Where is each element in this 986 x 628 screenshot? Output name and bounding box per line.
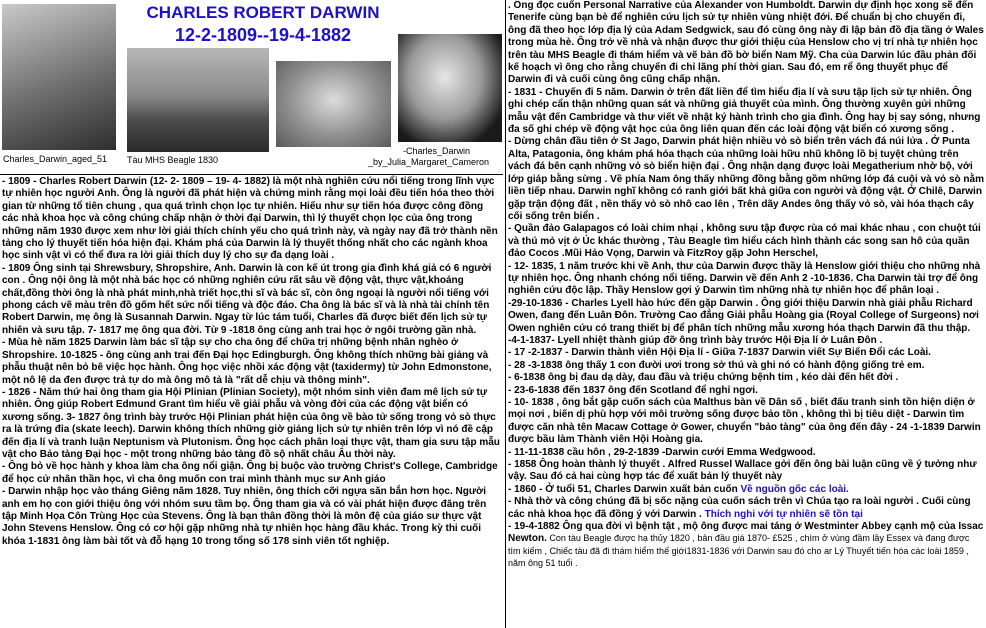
paragraph: - 1809 Ông sinh tại Shrewsbury, Shropshire, Anh. Darwin là con kế út trong gia đình khá giả có 6 người con . Ông nội ông là một nhà bác học có những nghiên cứu rất sâu về động vật, thực vật,khoáng chất,đồng thời ông là nhà phát minh,nhà triết học,thi sĩ và bác sĩ, còn ông ngoại là người nổi tiếng với phong cách vẽ màu trên đồ gốm hết sức nổi tiếng và độc đáo. Cha ông là bác sĩ và là nhà tài chính tên Robert Darwin, mẹ ông là Susannah Darwin. Ngay từ lúc tám tuổi, Charles đã được biết đến lịch sử tự nhiên và sưu tập. 7- 1817 mẹ ông qua đời. Từ 9 -1818 ông cùng anh trai học ở ngôi trường gần nhà. bbox=[2, 262, 492, 336]
paragraph: - 19-4-1882 Ông qua đời vì bệnh tật , mộ ông được mai táng ở Westminter Abbey cạnh mộ của Issac Newton. Con tàu Beagle được hạ thủy 1820 , bản đầu giá 1870- £525 , chìm ở vùng đầm lầy Essex và đang được tìm kiếm , Chiếc tàu đã đi thám hiểm thế giới1831-1836 với Darwin sau đó cho ar Lý Thuyết tiến hóa các loài 1859 , năm ông 51 tuổi . bbox=[508, 521, 984, 569]
paragraph: - 12- 1835, 1 năm trước khi về Anh, thư của Darwin được thầy là Henslow giới thiệu cho những nhà tự nhiên học. Ông nhanh chóng nổi tiếng. Darwin về đến Anh 2 -10-1836. Cha Darwin tài trợ để ông nghiên cứu độc lập. Thầy Henslow gợi ý Darwin tìm những nhà tự nhiên học để phân loại . bbox=[508, 260, 981, 297]
paragraph: - 11-11-1838 cầu hôn , 29-2-1839 -Darwin cưới Emma Wedgwood. bbox=[508, 446, 816, 458]
paragraph: -4-1-1837- Lyell nhiệt thành giúp đỡ ông trình bày trước Hội Địa lí ở Luân Đôn . bbox=[508, 334, 883, 346]
title-name: CHARLES ROBERT DARWIN bbox=[146, 3, 380, 22]
paragraph: - 1826 - Năm thứ hai ông tham gia Hội Plinian (Plinian Society), một nhóm sinh viên đam mê lịch sử tự nhiên. Ông giúp Robert Edmund Grant tìm hiểu về giải phẫu và vòng đời của các động vật biển có xương sống. 3- 1827 ông trình bày trước Hội Plinian phát hiện của ông về bào tử sống trong vỏ sò thực ra là trứng đỉa (skate leech). Darwin không thích những giờ giảng lịch sử tự nhiên trên lớp vì nó đề cập đến địa lí và tranh luận Neptunism và Plutonism. Ông học cách phân loại thực vật, tham gia sưu tập mẫu vật cho Bảo tàng Đại học - một trong những bảo tàng đồ sộ nhất châu Âu thời này. bbox=[2, 386, 500, 460]
highlight-text: Thích nghi với tự nhiên sẽ tồn tại bbox=[704, 508, 863, 520]
darwin-portrait-photo bbox=[276, 61, 391, 147]
paragraph: - Quần đảo Galapagos có loài chim nhại , không sưu tập được rùa có mai khác nhau , con chuột túi và thú mỏ vịt ở Úc khác thường , Tàu Beagle tìm hiểu cách hình thành các song san hô của quần đảo Cocos .Mũi Hảo Vọng, Darwin và FitzRoy gặp John Herschel, bbox=[508, 223, 981, 260]
paragraph: - 10- 1838 , ông bắt gặp cuốn sách của Malthus bàn về Dân số , biết đấu tranh sinh tồn hiện diện ở mọi nơi , biến dị phù hợp với môi trường sống được bảo tồn , không thì bị tiêu diệt - Darwin tìm được căn nhà tên Macaw Cottage ở Gower, chuyển "bảo tàng" của ông đến đây - 24 -1-1839 Darwin được bầu làm Thành viên Hội Hoàng gia. bbox=[508, 397, 981, 446]
title-dates: 12-2-1809--19-4-1882 bbox=[174, 25, 352, 45]
book-title-highlight: Về nguồn gốc các loài. bbox=[740, 483, 849, 495]
paragraph: - 28 -3-1838 ông thấy 1 con đười ươi trong sở thú và ghi nó có hành động giống trẻ em. bbox=[508, 359, 925, 371]
darwin-cameron-photo bbox=[398, 34, 502, 142]
photo-caption: Tàu MHS Beagle 1830 bbox=[127, 155, 219, 165]
paragraph: - 1809 - Charles Robert Darwin (12- 2- 1809 – 19- 4- 1882) là một nhà nghiên cứu nổi tiếng trong lĩnh vực tự nhiên học người Anh. Ông là người đã phát hiện và chứng minh rằng mọi loài đều tiến hóa theo thời gian từ những tổ tiên chung , qua quá trình chọn lọc tự nhiên. Hiếu như sự tiến hóa được công đồng các nhà khoa học và công chúng chấp nhận ở thời đại Darwin, thì lý thuyết chọn lọc của ông trong những năm 1930 được xem như lời giải thích chính yếu cho quá trình này, và ngày nay đã trở thành nền tảng cho lý thuyết tiến hóa hiện đại. Khám phá của Darwin là lý thuyết thống nhất cho các ngành khoa học sinh vật vì có thể đưa ra lời giải thích duy lý cho sự đa dạng loài . bbox=[2, 176, 498, 262]
paragraph: - Darwin nhập học vào tháng Giêng năm 1828. Tuy nhiên, ông thích cỡi ngựa săn bắn hơn học. Người anh em họ con giới thiệu ông với nhóm sưu tầm bọ. Ông tham gia và có vài phát hiện được đăng trên tập Minh Họa Côn Trùng Học của Stevens. Ông là bạn thân đồng thời là môn đệ của giáo sư thực vật John Stevens Henslow. Ông có cơ hội gặp những nhà tự nhiên học hàng đầu khác. Trong kỳ thi cuối khóa 1-1831 ông làm bài tốt và đỗ hạng 10 trong tổng số 178 sinh viên tốt nghiệp. bbox=[2, 486, 487, 547]
right-column-text bbox=[508, 0, 984, 571]
darwin-aged-51-photo bbox=[2, 4, 116, 150]
paragraph: - 1860 - Ở tuổi 51, Charles Darwin xuất bản cuốn Về nguồn gốc các loài. bbox=[508, 483, 849, 495]
paragraph: - Nhà thờ và công chúng đã bị sốc nặng của cuốn sách trên vì Chúa tạo ra loài người . Cuối cùng các nhà khoa học đã đồng ý với Darwin . Thích nghi với tự nhiên sẽ tồn tại bbox=[508, 496, 971, 520]
small-note: Con tàu Beagle được hạ thủy 1820 , bản đầu giá 1870- £525 , chìm ở vùng đầm lầy Essex và đang được tìm kiếm , Chiếc tàu đã đi thám hiểm thế giới1831-1836 với Darwin sau đó cho ar Lý Thuyết tiến hóa các loài 1859 , năm ông 51 tuổi . bbox=[508, 533, 970, 569]
beagle-ship-photo bbox=[127, 48, 269, 152]
paragraph: - 23-6-1838 đến 1837 ông đến Scotland để nghỉ ngơi. bbox=[508, 384, 758, 396]
paragraph: - 17 -2-1837 - Darwin thành viên Hội Địa lí - Giữa 7-1837 Darwin viết Sự Biến Đổi các Loài. bbox=[508, 347, 931, 359]
paragraph: - 6-1838 ông bị đau dạ dày, đau đầu và triệu chứng bệnh tim , kéo dài đến hết đời . bbox=[508, 372, 899, 384]
paragraph: - Mùa hè năm 1825 Darwin làm bác sĩ tập sự cho cha ông để chữa trị những bệnh nhân nghèo ở Shropshire. 10-1825 - ông cùng anh trai đến Đại học Edingburgh. Ông không thích những bài giảng và phẫu thuật nên bỏ bê việc học hành. Ông học việc nhồi xác động vật (taxidermy) từ John Edmonstone, một nô lệ da đen được trả tự do mà ông mô tả là "rất dễ chịu và thông minh". bbox=[2, 337, 492, 386]
horizontal-divider bbox=[0, 174, 503, 175]
paragraph: - Ông bỏ về học hành y khoa làm cha ông nổi giận. Ông bị buộc vào trường Christ's College, Cambridge để học cử nhân thần học, vì cha ông muốn con trai mình thành mục sư Anh giáo bbox=[2, 461, 498, 485]
paragraph: . Ông đọc cuốn Personal Narrative của Alexander von Humboldt. Darwin dự định học xong sẽ đến Tenerife cùng bạn bè để nghiên cứu lịch sử tự nhiên vùng nhiệt đới. Để chuẩn bị cho chuyến đi, ông đã theo học lớp địa lý của Adam Sedgwick, sau đó cùng ông này đi lập bản đồ địa tầng ở Wales trong mùa hè. Ông trở về nhà và nhận được thư giới thiệu của Henslow cho vị trí nhà tự nhiên học trên tàu MHS Beagle đi thám hiểm và vẽ bản đồ bờ biển Nam Mỹ. Cha của Darwin lúc đầu phản đối kế hoạch vì ông cho rằng chuyến đi chỉ lãng phí thời gian. Sau đó, em rể ông thuyết phục để Darwin đi và cuối cùng ông cũng chấp nhận. bbox=[508, 0, 984, 86]
left-column-text bbox=[2, 176, 502, 548]
paragraph: -29-10-1836 - Charles Lyell hào hức đến gặp Darwin . Ông giới thiệu Darwin nhà giải phẫu Richard Owen, đang đến Luân Đôn. Trường Cao đẳng Giải phẫu Hoàng gia (Royal College of Surgeons) nơi Owen nghiên cứu có trang thiết bị để phân tích những mẫu xương hóa thạch Darwin đã thu thập. bbox=[508, 297, 979, 334]
photo-caption: -Charles_Darwin bbox=[403, 146, 471, 156]
paragraph: - 1831 - Chuyến đi 5 năm. Darwin ở trên đất liền để tìm hiểu địa lí và sưu tập lịch sử tự nhiên. Ông ghi chép cẩn thận những quan sát và những giả thuyết của mình. Ông thường xuyên gửi những mẫu vật đến Cambridge và thư viết về nhật ký hành trình cho gia đình. Ông hay bị say sóng, nhưng đa số ghi chép về động vật học của ông liên quan đến các loài động vật biển có xương sống . bbox=[508, 86, 981, 136]
paragraph: - 1858 Ông hoàn thành lý thuyết . Alfred Russel Wallace gởi đến ông bài luận cũng về ý tưởng như vậy. Sau đó cả hai cùng hợp tác để xuất bản lý thuyết này bbox=[508, 459, 977, 483]
photo-caption: Charles_Darwin_aged_51 bbox=[3, 154, 108, 164]
paragraph: - Dừng chân đầu tiên ở St Jago, Darwin phát hiện nhiều vỏ sò biển trên vách đá núi lửa . Ở Punta Alta, Patagonia, ông khám phá hóa thạch của những loài hữu nhũ không lồ bị tuyệt chủng trên vách đá bên cạnh những vỏ sò biển hiện đại . Ông nhận dạng được loài Megatherium nhờ bộ, với lớp giáp bằng sừng . Về phía Nam ông thấy những đồng bằng gồm những lớp đá cuội và vỏ sò nằm liền tiếp nhau. Darwin nghĩ không có ranh giới bất khả giữa con người và động vật. Ở Chilê, Darwin gặp trận động đất , nền thấy vỏ sò nhô cao lên , Trên dãy Andes ông thấy vỏ sò, vài hóa thạch cây cối sống trên biển . bbox=[508, 136, 984, 222]
column-divider bbox=[505, 0, 506, 628]
photo-caption-line2: _by_Julia_Margaret_Cameron bbox=[368, 157, 490, 167]
page-title bbox=[118, 2, 408, 46]
